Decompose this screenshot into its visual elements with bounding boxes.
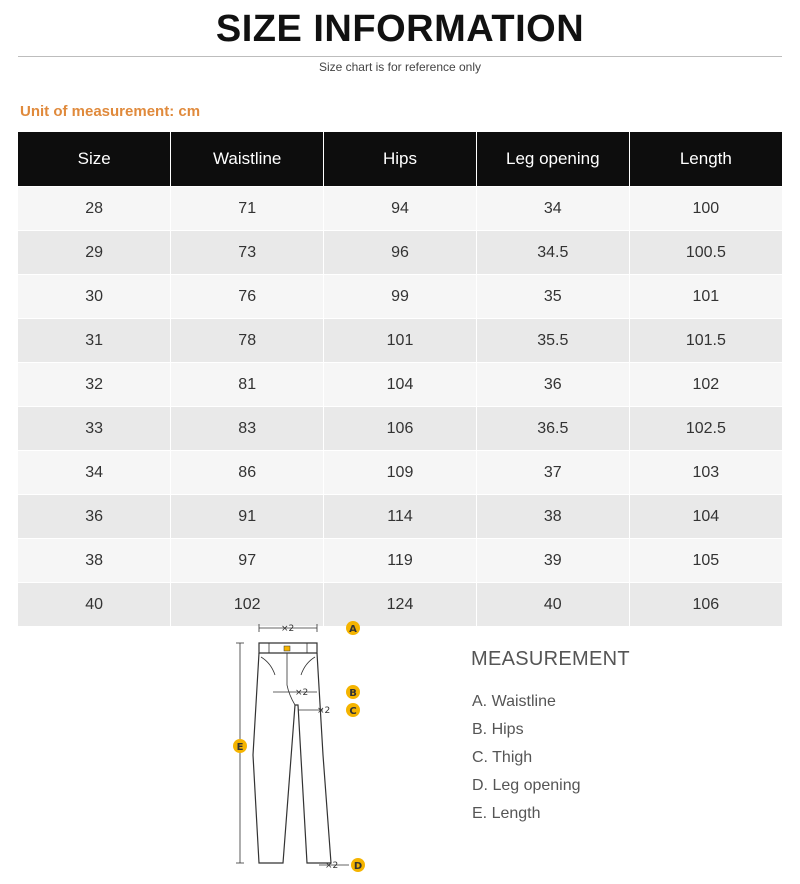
column-header-hips: Hips xyxy=(324,132,477,187)
measurement-item-waistline: A. Waistline xyxy=(472,693,556,710)
table-cell: 114 xyxy=(324,495,477,539)
table-cell: 76 xyxy=(171,275,324,319)
measurement-list xyxy=(472,688,581,828)
pocket-left xyxy=(261,657,275,675)
table-cell: 104 xyxy=(324,363,477,407)
multiplier-label-d: ×2 xyxy=(325,861,339,871)
table-row xyxy=(18,319,782,363)
table-cell: 40 xyxy=(476,583,629,627)
page-subtitle: Size chart is for reference only xyxy=(318,60,482,74)
table-row xyxy=(18,451,782,495)
table-cell: 102.5 xyxy=(629,407,782,451)
size-chart-table xyxy=(18,132,782,626)
marker-a-label: A xyxy=(349,624,357,635)
table-cell: 40 xyxy=(18,583,171,627)
table-cell: 96 xyxy=(324,231,477,275)
table-row xyxy=(18,495,782,539)
table-row xyxy=(18,231,782,275)
table-row xyxy=(18,363,782,407)
table-cell: 36 xyxy=(18,495,171,539)
table-cell: 101 xyxy=(629,275,782,319)
table-cell: 33 xyxy=(18,407,171,451)
table-cell: 37 xyxy=(476,451,629,495)
column-header-length: Length xyxy=(629,132,782,187)
page-title: SIZE INFORMATION xyxy=(215,8,585,50)
table-cell: 94 xyxy=(324,187,477,231)
table-cell: 29 xyxy=(18,231,171,275)
table-cell: 36 xyxy=(476,363,629,407)
table-cell: 81 xyxy=(171,363,324,407)
pants-outline xyxy=(253,653,331,863)
table-cell: 86 xyxy=(171,451,324,495)
multiplier-label-c: ×2 xyxy=(317,706,331,716)
table-row xyxy=(18,275,782,319)
column-header-size: Size xyxy=(18,132,171,187)
multiplier-label-a: ×2 xyxy=(281,624,295,634)
button-icon xyxy=(284,646,290,651)
table-cell: 78 xyxy=(171,319,324,363)
table-cell: 36.5 xyxy=(476,407,629,451)
table-cell: 34 xyxy=(476,187,629,231)
table-cell: 106 xyxy=(324,407,477,451)
measurement-item-hips: B. Hips xyxy=(472,721,524,738)
table-cell: 28 xyxy=(18,187,171,231)
table-cell: 100 xyxy=(629,187,782,231)
table-row xyxy=(18,539,782,583)
table-row xyxy=(18,407,782,451)
table-cell: 124 xyxy=(324,583,477,627)
table-cell: 91 xyxy=(171,495,324,539)
pants-diagram xyxy=(225,615,375,877)
measurement-item-length: E. Length xyxy=(472,805,541,822)
table-cell: 101 xyxy=(324,319,477,363)
table-cell: 102 xyxy=(629,363,782,407)
table-cell: 38 xyxy=(476,495,629,539)
table-header-row xyxy=(18,132,782,187)
table-cell: 102 xyxy=(171,583,324,627)
marker-b-label: B xyxy=(349,688,357,699)
marker-c-label: C xyxy=(349,706,357,717)
marker-d-label: D xyxy=(353,861,363,872)
table-row xyxy=(18,583,782,627)
table-row xyxy=(18,187,782,231)
table-cell: 35.5 xyxy=(476,319,629,363)
table-cell: 106 xyxy=(629,583,782,627)
table-cell: 35 xyxy=(476,275,629,319)
table-cell: 34.5 xyxy=(476,231,629,275)
table-cell: 83 xyxy=(171,407,324,451)
table-cell: 34 xyxy=(18,451,171,495)
table-cell: 97 xyxy=(171,539,324,583)
table-cell: 31 xyxy=(18,319,171,363)
table-body xyxy=(18,187,782,627)
pocket-right xyxy=(301,657,315,675)
table-cell: 71 xyxy=(171,187,324,231)
table-cell: 105 xyxy=(629,539,782,583)
column-header-leg-opening: Leg opening xyxy=(476,132,629,187)
unit-label: Unit of measurement: cm xyxy=(20,103,201,120)
table-cell: 39 xyxy=(476,539,629,583)
table-cell: 119 xyxy=(324,539,477,583)
measurement-title: MEASUREMENT xyxy=(471,648,630,670)
measurement-item-thigh: C. Thigh xyxy=(472,749,533,766)
column-header-waistline: Waistline xyxy=(171,132,324,187)
marker-e-label: E xyxy=(236,742,244,753)
table-cell: 38 xyxy=(18,539,171,583)
table-cell: 103 xyxy=(629,451,782,495)
table-cell: 32 xyxy=(18,363,171,407)
fly-stitch xyxy=(287,653,295,705)
multiplier-label-b: ×2 xyxy=(295,688,309,698)
table-cell: 99 xyxy=(324,275,477,319)
measurement-item-leg-opening: D. Leg opening xyxy=(472,777,581,794)
title-divider xyxy=(18,56,782,57)
table-cell: 104 xyxy=(629,495,782,539)
table-cell: 30 xyxy=(18,275,171,319)
table-cell: 109 xyxy=(324,451,477,495)
table-cell: 100.5 xyxy=(629,231,782,275)
table-cell: 101.5 xyxy=(629,319,782,363)
table-cell: 73 xyxy=(171,231,324,275)
